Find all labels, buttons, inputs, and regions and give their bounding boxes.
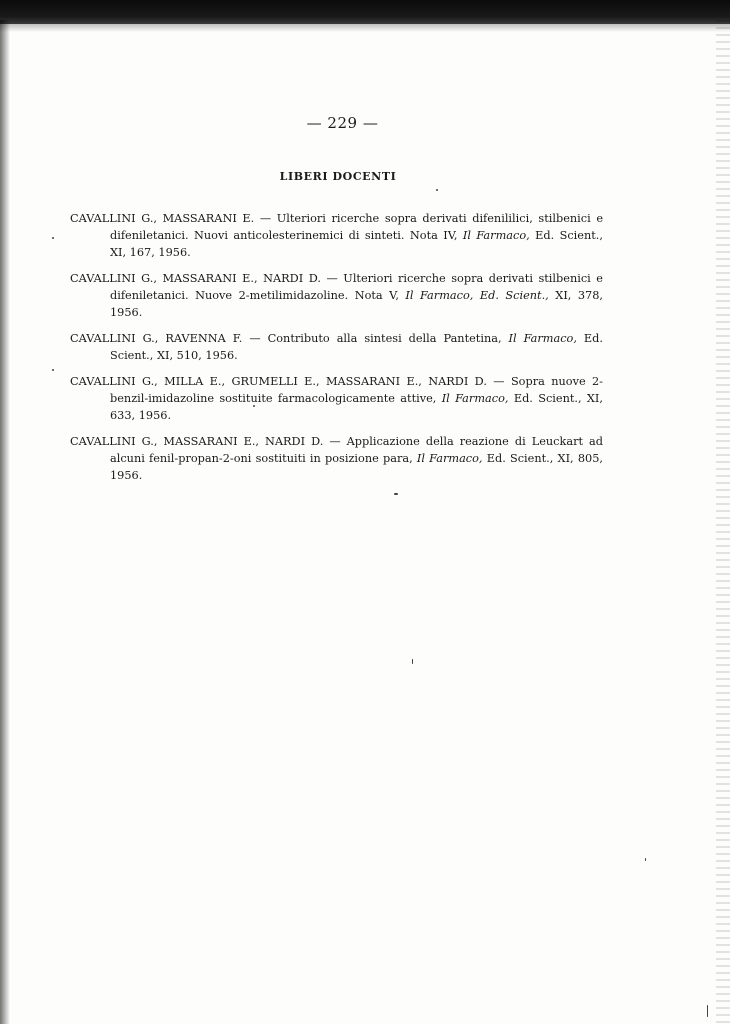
reference-item (70, 210, 603, 261)
section-title: LIBERI DOCENTI (279, 170, 397, 183)
reference-item (70, 270, 603, 321)
reference-citation: XI, 378, 1956. (110, 289, 604, 319)
reference-citation: Ed. Scient., XI, 167, 1956. (110, 229, 603, 259)
reference-list (70, 210, 603, 493)
journal-title: Il Farmaco, Ed. Scient., (405, 289, 549, 302)
scan-speck (707, 1005, 708, 1017)
scan-speck (253, 405, 255, 407)
scan-speck (436, 189, 438, 191)
reference-text: CAVALLINI G., MASSARANI E., NARDI D. — Ulteriori ricerche sopra derivati stilbenici e difeniletanici. Nuove 2-metilimidazoline. Nota V, (70, 272, 603, 302)
scan-right-edge (716, 20, 730, 1024)
scan-top-border (0, 0, 730, 24)
journal-title: Il Farmaco, (462, 229, 530, 242)
reference-text: CAVALLINI G., MASSARANI E. — Ulteriori ricerche sopra derivati difenililici, stilbenici e difeniletanici. Nuovi anticolesterinemici di sinteti. Nota IV, (70, 212, 603, 242)
reference-item (70, 373, 603, 424)
reference-citation: Ed. Scient., XI, 510, 1956. (110, 332, 603, 362)
reference-citation: Ed. Scient., XI, 633, 1956. (110, 392, 603, 422)
reference-text: CAVALLINI G., MILLA E., GRUMELLI E., MASSARANI E., NARDI D. — Sopra nuove 2-benzil-imidazoline sostituite farmacologicamente attive, (70, 375, 603, 405)
journal-title: Il Farmaco, (441, 392, 509, 405)
scan-speck (645, 858, 646, 861)
reference-text: CAVALLINI G., RAVENNA F. — Contributo alla sintesi della Pantetina, (70, 332, 509, 345)
reference-item (70, 433, 603, 484)
reference-item (70, 330, 603, 364)
scan-speck (394, 493, 398, 495)
scan-speck (52, 369, 54, 371)
journal-title: Il Farmaco, (416, 452, 483, 465)
scan-top-shadow (0, 24, 730, 32)
reference-citation: Ed. Scient., XI, 805, 1956. (110, 452, 603, 482)
scan-speck (52, 237, 54, 239)
page-number: — 229 — (306, 114, 379, 132)
reference-text: CAVALLINI G., MASSARANI E., NARDI D. — Applicazione della reazione di Leuckart ad alcuni fenil-propan-2-oni sostituiti in posizione para, (70, 435, 603, 465)
journal-title: Il Farmaco, (508, 332, 577, 345)
scan-speck (412, 659, 413, 664)
